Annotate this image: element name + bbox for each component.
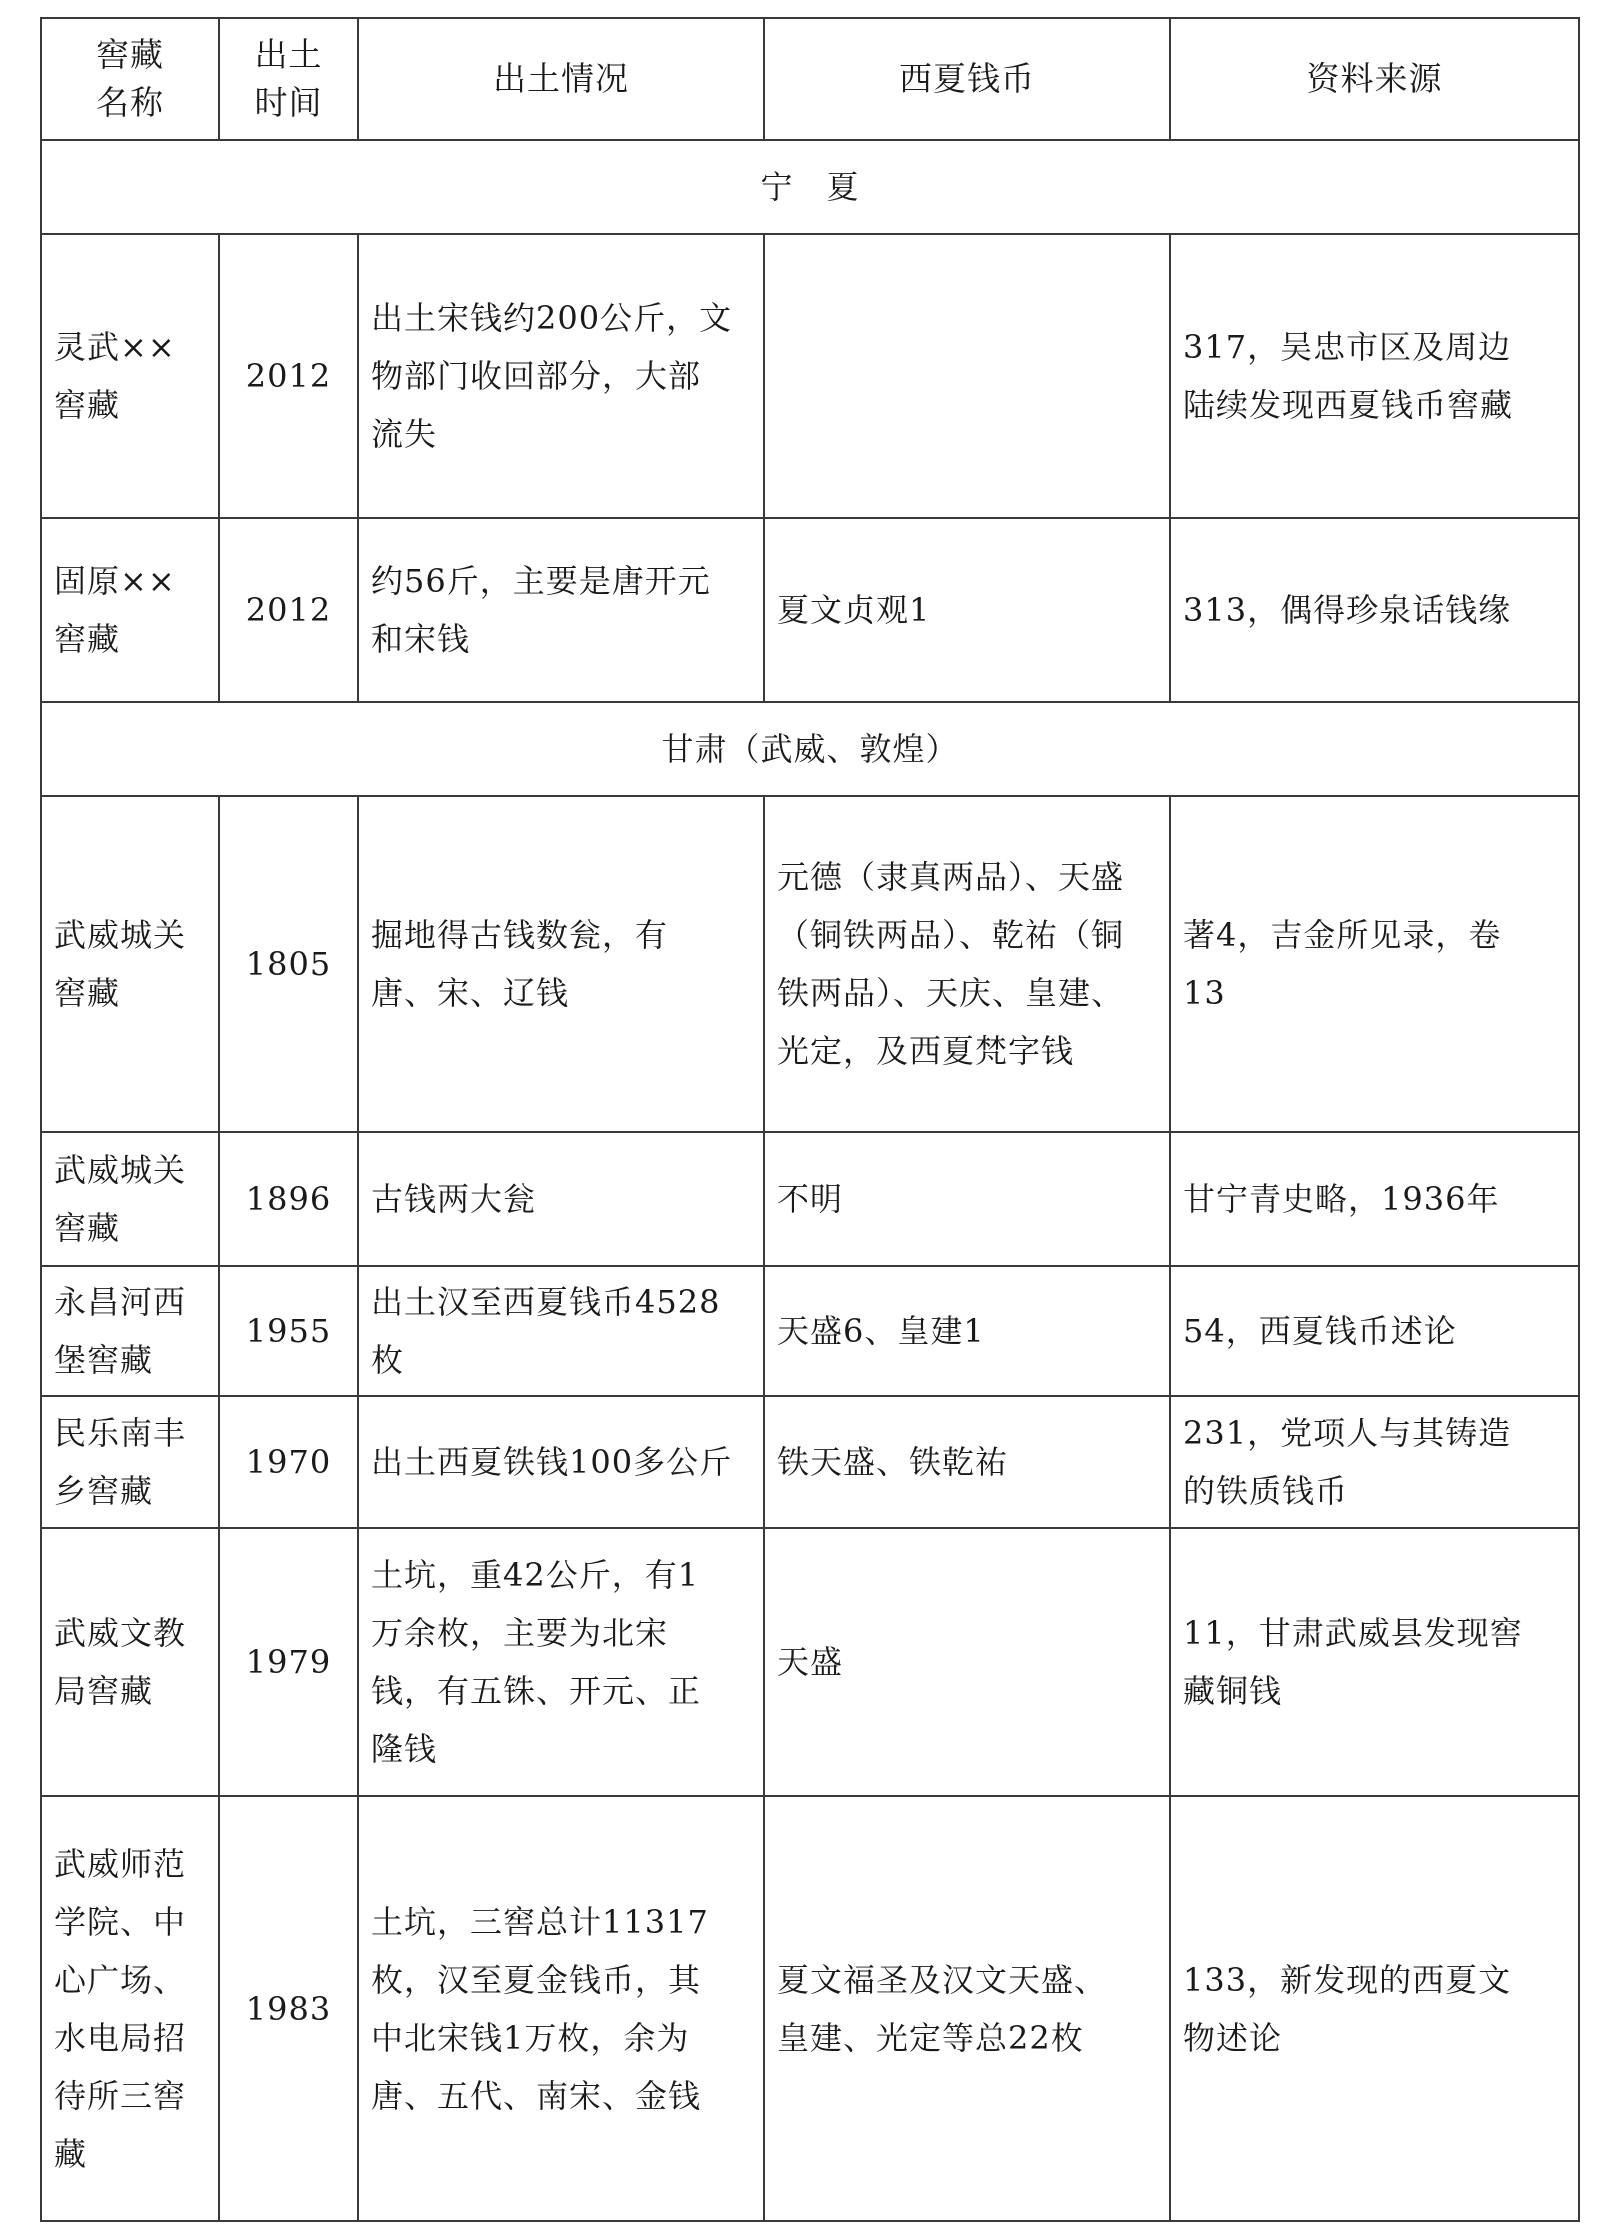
cell-source: 甘宁青史略，1936年 — [1170, 1132, 1579, 1266]
cell-year: 1970 — [219, 1396, 358, 1528]
coin-hoard-table — [40, 17, 1580, 2222]
region-row — [41, 140, 1579, 234]
cell-details: 出土西夏铁钱100多公斤 — [358, 1396, 764, 1528]
table-row — [41, 1528, 1579, 1796]
table-row — [41, 1396, 1579, 1528]
cell-name: 灵武×× 窖藏 — [41, 234, 219, 518]
cell-name: 武威师范 学院、中 心广场、 水电局招 待所三窖 藏 — [41, 1796, 219, 2221]
cell-details: 出土宋钱约200公斤，文 物部门收回部分，大部 流失 — [358, 234, 764, 518]
cell-source: 133，新发现的西夏文 物述论 — [1170, 1796, 1579, 2221]
table-row — [41, 518, 1579, 702]
cell-year: 2012 — [219, 518, 358, 702]
cell-year: 1896 — [219, 1132, 358, 1266]
cell-details: 古钱两大瓮 — [358, 1132, 764, 1266]
table-row — [41, 1796, 1579, 2221]
cell-year: 1979 — [219, 1528, 358, 1796]
cell-source: 313，偶得珍泉话钱缘 — [1170, 518, 1579, 702]
header-row — [41, 18, 1579, 140]
cell-source: 著4，吉金所见录，卷 13 — [1170, 796, 1579, 1132]
cell-name: 永昌河西 堡窖藏 — [41, 1266, 219, 1396]
cell-source: 317，吴忠市区及周边 陆续发现西夏钱币窖藏 — [1170, 234, 1579, 518]
cell-coins: 元德（隶真两品）、天盛 （铜铁两品）、乾祐（铜 铁两品）、天庆、皇建、 光定，及西夏梵字钱 — [764, 796, 1170, 1132]
cell-name: 武威城关 窖藏 — [41, 1132, 219, 1266]
region-title: 宁 夏 — [760, 168, 860, 206]
cell-source: 231，党项人与其铸造 的铁质钱币 — [1170, 1396, 1579, 1528]
cell-coins: 夏文福圣及汉文天盛、 皇建、光定等总22枚 — [764, 1796, 1170, 2221]
cell-name: 武威文教 局窖藏 — [41, 1528, 219, 1796]
cell-coins: 夏文贞观1 — [764, 518, 1170, 702]
region-row — [41, 702, 1579, 796]
cell-details: 土坑，三窖总计11317 枚，汉至夏金钱币，其 中北宋钱1万枚，余为 唐、五代、南宋、金钱 — [358, 1796, 764, 2221]
cell-coins — [764, 234, 1170, 518]
cell-coins: 铁天盛、铁乾祐 — [764, 1396, 1170, 1528]
cell-coins: 不明 — [764, 1132, 1170, 1266]
cell-details: 出土汉至西夏钱币4528枚 — [358, 1266, 764, 1396]
cell-name: 民乐南丰 乡窖藏 — [41, 1396, 219, 1528]
header-year: 出土 时间 — [219, 18, 358, 140]
cell-year: 2012 — [219, 234, 358, 518]
cell-details: 掘地得古钱数瓮，有 唐、宋、辽钱 — [358, 796, 764, 1132]
table-row — [41, 234, 1579, 518]
table-row — [41, 796, 1579, 1132]
cell-source: 54，西夏钱币述论 — [1170, 1266, 1579, 1396]
cell-details: 约56斤，主要是唐开元 和宋钱 — [358, 518, 764, 702]
cell-coins: 天盛6、皇建1 — [764, 1266, 1170, 1396]
header-source: 资料来源 — [1170, 18, 1579, 140]
cell-coins: 天盛 — [764, 1528, 1170, 1796]
region-title: 甘肃（武威、敦煌） — [661, 730, 959, 768]
cell-year: 1805 — [219, 796, 358, 1132]
header-coins: 西夏钱币 — [764, 18, 1170, 140]
cell-name: 武威城关 窖藏 — [41, 796, 219, 1132]
cell-source: 11，甘肃武威县发现窖 藏铜钱 — [1170, 1528, 1579, 1796]
cell-name: 固原×× 窖藏 — [41, 518, 219, 702]
table-row — [41, 1266, 1579, 1396]
cell-year: 1955 — [219, 1266, 358, 1396]
cell-year: 1983 — [219, 1796, 358, 2221]
header-name: 窖藏 名称 — [41, 18, 219, 140]
table-row — [41, 1132, 1579, 1266]
cell-details: 土坑，重42公斤，有1 万余枚，主要为北宋 钱，有五铢、开元、正 隆钱 — [358, 1528, 764, 1796]
header-details: 出土情况 — [358, 18, 764, 140]
